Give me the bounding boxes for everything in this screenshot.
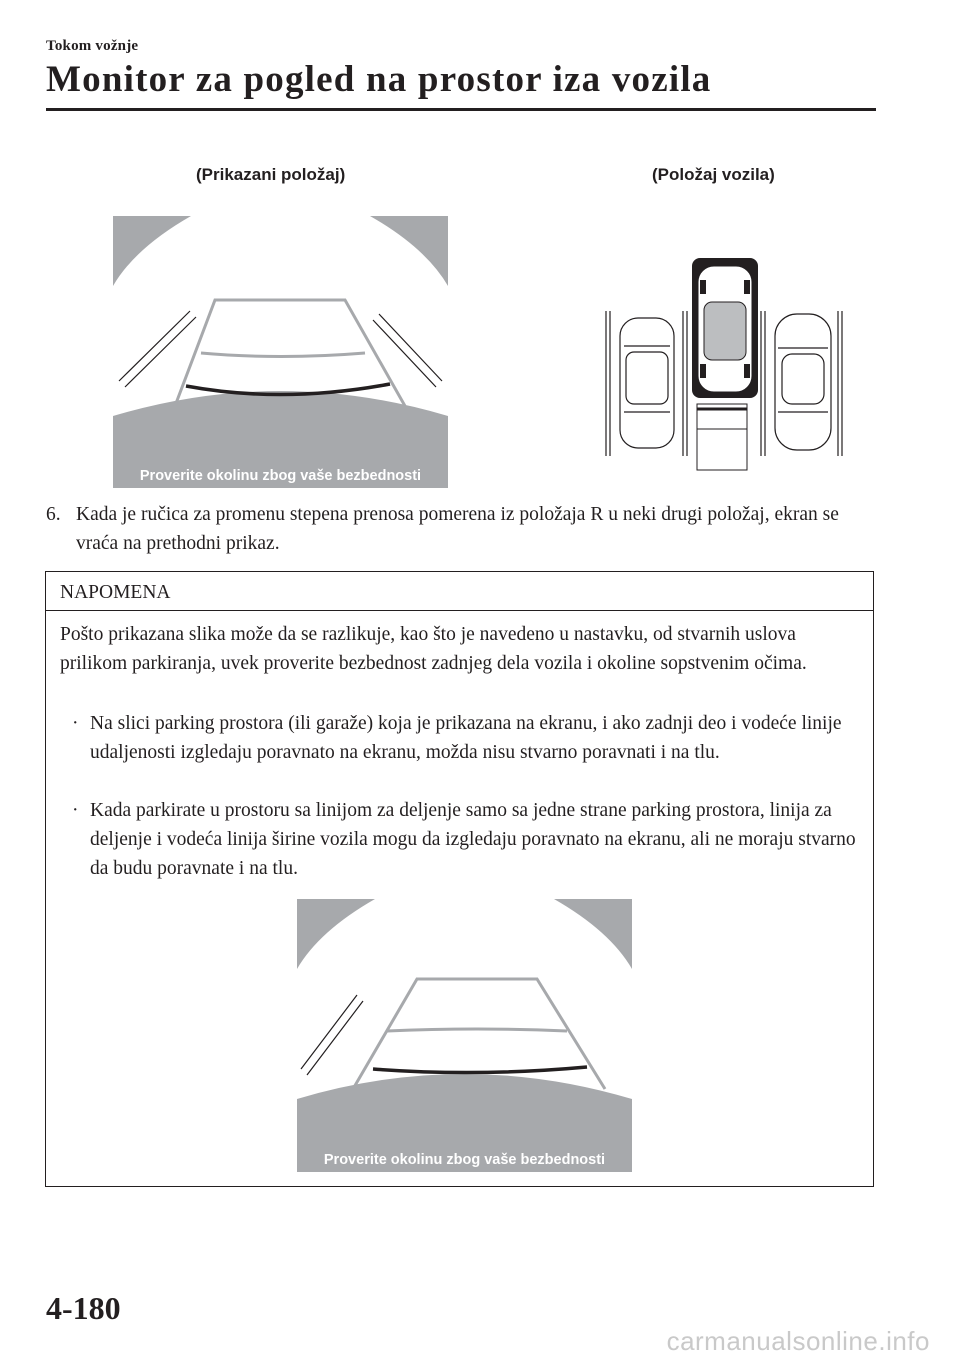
distance-guide-line xyxy=(387,1029,567,1031)
center-vehicle xyxy=(692,258,758,398)
caption-vehicle-position: (Položaj vozila) xyxy=(652,165,775,184)
warning-guide-line xyxy=(186,384,390,395)
step-number: 6. xyxy=(46,504,61,525)
page-number: 4-180 xyxy=(46,1290,121,1326)
car-right xyxy=(775,314,831,450)
parking-line-right xyxy=(373,314,442,387)
note-intro: Pošto prikazana slika može da se razlikuje, kao što je navedeno u nastavku, od stvarnih uslova prilikom parkiranja, uvek proverite bezbednost zadnjeg dela vozila i okoline sopstvenim očima. xyxy=(60,624,807,674)
parking-diagram-illustration xyxy=(600,256,860,476)
warning-guide-line xyxy=(373,1067,587,1073)
page-title: Monitor za pogled na prostor iza vozila xyxy=(46,59,712,100)
rear-camera-screen xyxy=(113,216,448,488)
note-heading: NAPOMENA xyxy=(46,572,873,611)
car-left xyxy=(620,318,674,448)
parking-line-left xyxy=(119,311,196,387)
step-text: Kada je ručica za promenu stepena prenosa pomerena iz položaja R u neki drugi položaj, ekran se vraća na prethodni prikaz. xyxy=(76,504,839,554)
screen-corner-left xyxy=(113,216,191,286)
bullet-text: Na slici parking prostora (ili garaže) koja je prikazana na ekranu, i ako zadnji deo i vodeće linije udaljenosti izgledaju poravnato na ekranu, možda nisu stvarno poravnati i na tlu. xyxy=(90,713,842,763)
note-box xyxy=(45,571,874,1187)
note-rear-camera-screen xyxy=(297,899,632,1172)
distance-guide-line xyxy=(201,353,365,357)
rear-camera-illustration xyxy=(113,216,448,488)
title-rule xyxy=(46,108,876,111)
bullet-mark: · xyxy=(72,800,79,821)
guide-lines-behind-vehicle xyxy=(697,404,747,470)
screen-corner-left xyxy=(297,899,375,969)
watermark: carmanualsonline.info xyxy=(666,1326,930,1356)
safety-message: Proverite okolinu zbog vaše bezbednosti xyxy=(323,1152,606,1168)
bullet-mark: · xyxy=(72,713,79,734)
parking-line-left xyxy=(301,995,363,1075)
safety-message: Proverite okolinu zbog vaše bezbednosti xyxy=(139,468,422,484)
screen-corner-right xyxy=(370,216,448,286)
bullet-text: Kada parkirate u prostoru sa linijom za deljenje samo sa jedne strane parking prostora, linija za deljenje i vodeća linija širine vozila mogu da izgledaju poravnato na ekranu, ali ne moraju stvarno da budu poravnate i na tlu. xyxy=(90,800,856,879)
note-bullet xyxy=(60,796,860,883)
note-bullet xyxy=(60,709,860,767)
screen-corner-right xyxy=(554,899,632,969)
section-label: Tokom vožnje xyxy=(46,38,139,54)
caption-displayed-position: (Prikazani položaj) xyxy=(196,165,346,184)
vehicle-position-diagram xyxy=(600,256,860,476)
note-rear-camera-illustration xyxy=(297,899,632,1172)
step-6 xyxy=(46,500,876,558)
